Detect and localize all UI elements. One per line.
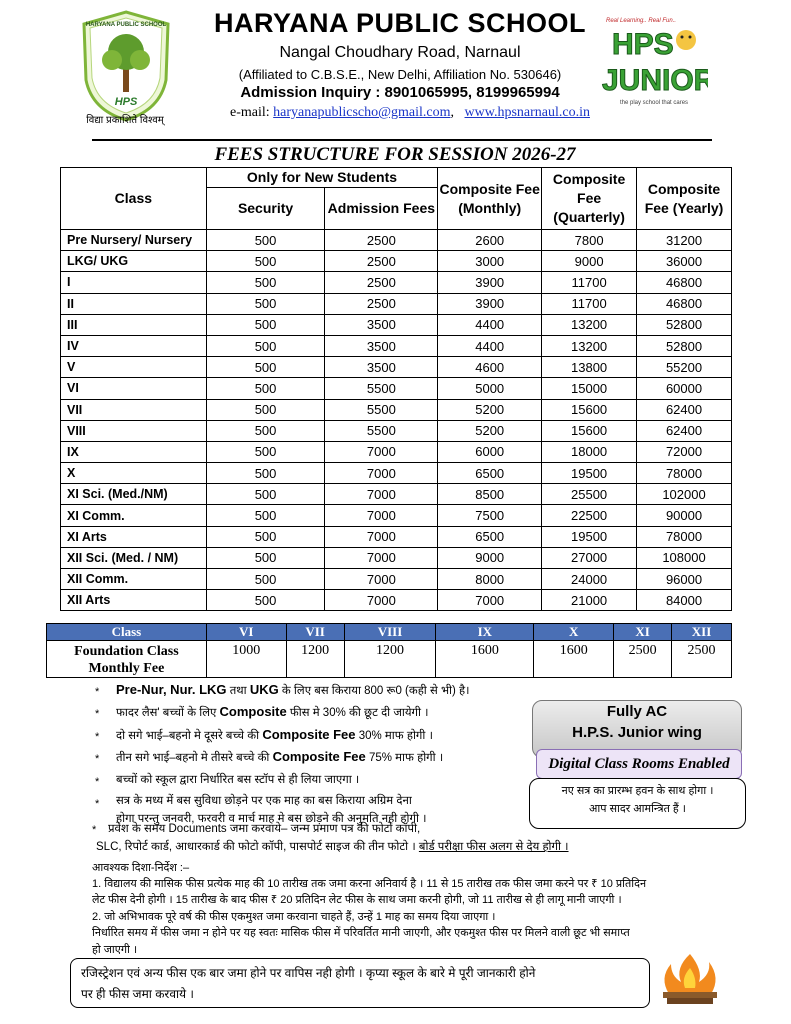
cell-class: V (61, 357, 207, 378)
cell-monthly: 5000 (438, 378, 542, 399)
foundation-class-vii: VII (286, 624, 344, 641)
cell-monthly: 4400 (438, 335, 542, 356)
cell-admission: 7000 (325, 441, 438, 462)
foundation-class-ix: IX (436, 624, 534, 641)
foundation-fee-xii: 2500 (672, 641, 732, 678)
cell-class: LKG/ UKG (61, 251, 207, 272)
fees-row (61, 272, 732, 293)
cell-security: 500 (206, 484, 325, 505)
cell-quarterly: 13200 (542, 314, 637, 335)
page-title: FEES STRUCTURE FOR SESSION 2026-27 (214, 144, 576, 165)
cell-quarterly: 19500 (542, 463, 637, 484)
cell-security: 500 (206, 420, 325, 441)
cell-class: Pre Nursery/ Nursery (61, 230, 207, 251)
cell-admission: 3500 (325, 357, 438, 378)
cell-yearly: 90000 (637, 505, 732, 526)
bullet: * (95, 798, 100, 810)
note-bus-leave-l1: सत्र के मध्य में बस सुविधा छोड़ने पर एक माह का बस किराया अग्रिम देना (116, 795, 412, 807)
note-bus-fare: Pre-Nur, Nur. LKG तथा UKG के लिए बस किराया 800 रू0 (कही से भी) है। (116, 682, 470, 697)
cell-security: 500 (206, 441, 325, 462)
fees-row (61, 463, 732, 484)
cell-quarterly: 21000 (542, 590, 637, 611)
cell-security: 500 (206, 526, 325, 547)
cell-security: 500 (206, 314, 325, 335)
fees-row (61, 378, 732, 399)
cell-monthly: 7500 (438, 505, 542, 526)
cell-security: 500 (206, 547, 325, 568)
fees-row (61, 293, 732, 314)
cell-admission: 7000 (325, 505, 438, 526)
admission-inquiry: Admission Inquiry : 8901065995, 8199965994 (240, 84, 560, 101)
cell-quarterly: 24000 (542, 569, 637, 590)
cell-class: XII Comm. (61, 569, 207, 590)
fees-row (61, 314, 732, 335)
note-sibling-third: तीन सगे भाई–बहनो मे तीसरे बच्चे की Composite Fee 75% माफ होगी । (116, 749, 444, 764)
cell-quarterly: 13800 (542, 357, 637, 378)
header-divider (92, 139, 712, 141)
col-yearly: Composite Fee (Yearly) (637, 168, 732, 230)
cell-quarterly: 13200 (542, 335, 637, 356)
fees-row (61, 526, 732, 547)
cell-security: 500 (206, 272, 325, 293)
foundation-class-viii: VIII (344, 624, 436, 641)
cell-class: VIII (61, 420, 207, 441)
affiliation-line: (Affiliated to C.B.S.E., New Delhi, Affiliation No. 530646) (238, 67, 562, 82)
cell-admission: 7000 (325, 590, 438, 611)
cell-yearly: 55200 (637, 357, 732, 378)
fees-row (61, 484, 732, 505)
registration-note-box: रजिस्ट्रेशन एवं अन्य फीस एक बार जमा होने पर वापिस नही होगी । कृप्या स्कूल के बारे मे पूरी जानकारी होने पर ही फीस जमा करवाये । (70, 958, 650, 1008)
cell-security: 500 (206, 251, 325, 272)
cell-admission: 5500 (325, 399, 438, 420)
cell-admission: 7000 (325, 547, 438, 568)
cell-security: 500 (206, 378, 325, 399)
cell-class: XII Sci. (Med. / NM) (61, 547, 207, 568)
cell-class: I (61, 272, 207, 293)
fees-row (61, 420, 732, 441)
foundation-fee-ix: 1600 (436, 641, 534, 678)
cell-admission: 3500 (325, 335, 438, 356)
cell-quarterly: 7800 (542, 230, 637, 251)
cell-class: IV (61, 335, 207, 356)
note-documents-l1: प्रवेश के समय Documents जमा करवाये– जन्म प्रमाण पत्र की फोटो कॉपी, (108, 823, 421, 835)
note-bus-stop: बच्चों को स्कूल द्वारा निर्धारित बस स्टॉप से ही लिया जाएगा । (116, 774, 360, 786)
foundation-label: Foundation Class Monthly Fee (47, 641, 207, 678)
cell-yearly: 102000 (637, 484, 732, 505)
cell-admission: 3500 (325, 314, 438, 335)
col-monthly: Composite Fee (Monthly) (438, 168, 542, 230)
guideline-1-line-1: 1. विद्यालय की मासिक फीस प्रत्येक माह की 10 तारीख तक जमा करना अनिवार्य है । 11 से 15 तारीख तक फीस जमा करने पर ₹ 10 प्रतिदिन (92, 878, 647, 890)
cell-yearly: 52800 (637, 314, 732, 335)
fees-table (60, 167, 732, 611)
cell-yearly: 31200 (637, 230, 732, 251)
cell-yearly: 36000 (637, 251, 732, 272)
foundation-class-xi: XI (614, 624, 672, 641)
foundation-fee-vi: 1000 (206, 641, 286, 678)
foundation-fee-xi: 2500 (614, 641, 672, 678)
havan-fire-icon (655, 950, 725, 1006)
fees-row (61, 230, 732, 251)
bullet: * (95, 731, 100, 743)
note-bus-leave-l2: होगा परन्तु जनवरी, फरवरी व मार्च माह मे बस छोड़ने की अनुमति नही होगी । (116, 813, 427, 825)
guideline-3-line-2: हो जाएगी । (92, 944, 138, 956)
cell-yearly: 46800 (637, 272, 732, 293)
fees-row (61, 505, 732, 526)
email-link[interactable]: haryanapublicscho@gmail.com (273, 105, 451, 120)
cell-monthly: 4400 (438, 314, 542, 335)
cell-admission: 2500 (325, 293, 438, 314)
cell-class: III (61, 314, 207, 335)
cell-quarterly: 15000 (542, 378, 637, 399)
logo-ring-text: HARYANA PUBLIC SCHOOL (85, 22, 167, 28)
cell-admission: 2500 (325, 230, 438, 251)
hps-junior-logo (598, 12, 708, 110)
school-name: HARYANA PUBLIC SCHOOL (213, 8, 587, 38)
col-admission: Admission Fees (325, 188, 438, 230)
fees-row (61, 357, 732, 378)
cell-security: 500 (206, 505, 325, 526)
bullet: * (95, 753, 100, 765)
guideline-1-line-2: लेट फीस देनी होगी । 15 तारीख के बाद फीस ₹ 20 प्रतिदिन लेट फीस के साथ जमा करनी होगी, जो 11 तारीख से ही लागू मानी जाएगी । (92, 894, 622, 906)
logo-caption: विद्या प्रकाशिते विश्वम् (86, 115, 164, 126)
foundation-class-x: X (534, 624, 614, 641)
cell-monthly: 6500 (438, 526, 542, 547)
logo-hps-text: HPS (114, 96, 138, 108)
fees-row (61, 547, 732, 568)
cell-admission: 7000 (325, 463, 438, 484)
bullet: * (95, 686, 100, 698)
cell-security: 500 (206, 590, 325, 611)
fees-row (61, 441, 732, 462)
cell-quarterly: 11700 (542, 272, 637, 293)
fees-row (61, 335, 732, 356)
fully-ac-box: Fully AC H.P.S. Junior wing (532, 700, 742, 758)
cell-class: XI Arts (61, 526, 207, 547)
cell-yearly: 96000 (637, 569, 732, 590)
board-exam-fee-note: बोर्ड परीक्षा फीस अलग से देय होगी । (418, 841, 569, 853)
cell-class: XI Sci. (Med./NM) (61, 484, 207, 505)
cell-quarterly: 15600 (542, 420, 637, 441)
cell-quarterly: 9000 (542, 251, 637, 272)
junior-hps-text: HPS (612, 28, 674, 61)
cell-yearly: 62400 (637, 399, 732, 420)
guidelines-heading: आवश्यक दिशा-निर्देश :– (92, 862, 190, 874)
cell-yearly: 46800 (637, 293, 732, 314)
cell-monthly: 2600 (438, 230, 542, 251)
havan-invitation-box: नए सत्र का प्रारम्भ हवन के साथ होगा । आप सादर आमन्त्रित हैं । (529, 778, 746, 829)
col-quarterly: Composite Fee (Quarterly) (542, 168, 637, 230)
col-class: Class (61, 168, 207, 230)
cell-yearly: 78000 (637, 526, 732, 547)
cell-monthly: 5200 (438, 399, 542, 420)
cell-yearly: 62400 (637, 420, 732, 441)
cell-class: XII Arts (61, 590, 207, 611)
cell-security: 500 (206, 230, 325, 251)
fees-row (61, 399, 732, 420)
cell-monthly: 3000 (438, 251, 542, 272)
col-security: Security (206, 188, 325, 230)
note-sibling-second: दो सगे भाई–बहनो मे दूसरे बच्चे की Composite Fee 30% माफ होगी । (116, 727, 433, 742)
cell-monthly: 3900 (438, 272, 542, 293)
cell-yearly: 108000 (637, 547, 732, 568)
cell-security: 500 (206, 569, 325, 590)
bullet: * (95, 776, 100, 788)
cell-security: 500 (206, 399, 325, 420)
cell-class: II (61, 293, 207, 314)
fees-row (61, 251, 732, 272)
cell-security: 500 (206, 293, 325, 314)
note-documents-l2: SLC, रिपोर्ट कार्ड, आधारकार्ड की फोटो कॉपी, पासपोर्ट साइज की तीन फोटो । बोर्ड परीक्षा फीस अलग से देय होगी । (96, 841, 569, 853)
cell-yearly: 72000 (637, 441, 732, 462)
cell-monthly: 5200 (438, 420, 542, 441)
cell-quarterly: 27000 (542, 547, 637, 568)
junior-text: JUNIOR (602, 64, 708, 97)
cell-yearly: 84000 (637, 590, 732, 611)
cell-monthly: 4600 (438, 357, 542, 378)
cell-monthly: 8500 (438, 484, 542, 505)
junior-subtext: the play school that cares (620, 100, 689, 106)
school-address: Nangal Choudhary Road, Narnaul (279, 44, 521, 61)
cell-class: XI Comm. (61, 505, 207, 526)
cell-admission: 5500 (325, 378, 438, 399)
cell-admission: 7000 (325, 569, 438, 590)
cell-yearly: 78000 (637, 463, 732, 484)
cell-monthly: 6000 (438, 441, 542, 462)
cell-monthly: 9000 (438, 547, 542, 568)
cell-class: VII (61, 399, 207, 420)
cell-class: VI (61, 378, 207, 399)
foundation-fee-viii: 1200 (344, 641, 436, 678)
cell-admission: 7000 (325, 526, 438, 547)
cell-yearly: 60000 (637, 378, 732, 399)
fees-row (61, 569, 732, 590)
cell-admission: 2500 (325, 251, 438, 272)
website-link[interactable]: www.hpsnarnaul.co.in (464, 105, 590, 120)
foundation-class-vi: VI (206, 624, 286, 641)
cell-class: IX (61, 441, 207, 462)
cell-monthly: 8000 (438, 569, 542, 590)
cell-quarterly: 25500 (542, 484, 637, 505)
foundation-fee-table (46, 623, 732, 678)
cell-admission: 2500 (325, 272, 438, 293)
digital-classrooms-banner: Digital Class Rooms Enabled (536, 749, 742, 779)
foundation-fee-x: 1600 (534, 641, 614, 678)
foundation-class-xii: XII (672, 624, 732, 641)
cell-security: 500 (206, 335, 325, 356)
bullet: * (95, 708, 100, 720)
cell-quarterly: 22500 (542, 505, 637, 526)
contact-line: e-mail: haryanapublicscho@gmail.com, www.hpsnarnaul.co.in (230, 105, 590, 120)
bullet: * (92, 824, 97, 836)
cell-security: 500 (206, 463, 325, 484)
cell-security: 500 (206, 357, 325, 378)
cell-monthly: 7000 (438, 590, 542, 611)
fees-row (61, 590, 732, 611)
cell-monthly: 6500 (438, 463, 542, 484)
guideline-2: 2. जो अभिभावक पूरे वर्ष की फीस एकमुश्त जमा करवाना चाहते हैं, उन्हें 1 माह का समय दिया जाएगा । (92, 911, 496, 923)
cell-quarterly: 18000 (542, 441, 637, 462)
foundation-fee-vii: 1200 (286, 641, 344, 678)
cell-quarterly: 19500 (542, 526, 637, 547)
cell-yearly: 52800 (637, 335, 732, 356)
guideline-3-line-1: निर्धारित समय में फीस जमा न होने पर यह स्वतः मासिक फीस में परिवर्तित मानी जाएगी, और एकमुश्त फीस पर मिलने वाली छूट भी समाप्त (92, 927, 630, 939)
cell-quarterly: 11700 (542, 293, 637, 314)
foundation-class-header: Class (47, 624, 207, 641)
cell-monthly: 3900 (438, 293, 542, 314)
cell-quarterly: 15600 (542, 399, 637, 420)
cell-admission: 7000 (325, 484, 438, 505)
email-label: e-mail: (230, 105, 270, 120)
cell-class: X (61, 463, 207, 484)
junior-tagline: Real Learning.. Real Fun.. (606, 18, 677, 24)
cell-admission: 5500 (325, 420, 438, 441)
col-new-students: Only for New Students (206, 168, 438, 188)
note-fatherless: फादर लैस' बच्चों के लिए Composite फीस मे 30% की छूट दी जायेगी । (116, 704, 429, 719)
